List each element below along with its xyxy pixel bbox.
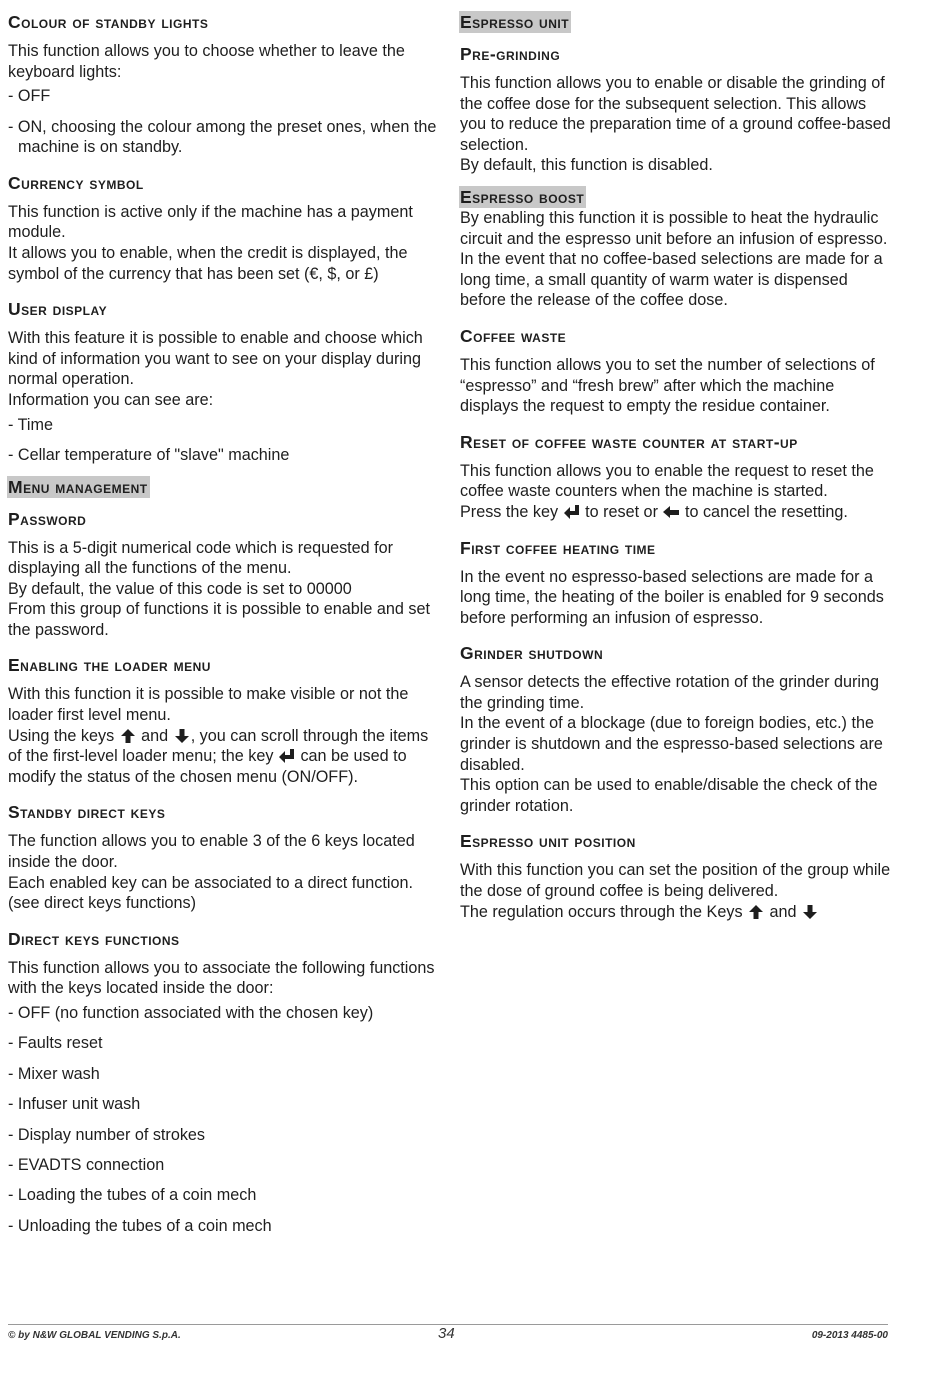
text-span: and bbox=[141, 726, 169, 745]
enter-key-icon bbox=[278, 748, 296, 764]
back-arrow-icon bbox=[662, 504, 680, 520]
list-item: - Infuser unit wash bbox=[8, 1095, 141, 1114]
page-number: 34 bbox=[438, 1325, 455, 1342]
list-item: - Mixer wash bbox=[8, 1064, 100, 1083]
heading-grinder-shutdown: Grinder shutdown bbox=[460, 643, 604, 664]
heading-loader-menu: Enabling the loader menu bbox=[8, 655, 211, 676]
arrow-up-icon bbox=[747, 904, 765, 920]
paragraph: It allows you to enable, when the credit is displayed, the symbol of the currency that has been set (€, $, or £) bbox=[8, 243, 408, 283]
heading-espresso-unit bbox=[460, 11, 892, 33]
heading-coffee-waste: Coffee waste bbox=[460, 325, 567, 346]
paragraph-with-keys bbox=[460, 902, 892, 923]
heading-menu-management bbox=[8, 476, 444, 498]
paragraph: By default, this function is disabled. bbox=[460, 156, 713, 175]
list-item: - Time bbox=[8, 415, 53, 434]
list-item: - Cellar temperature of "slave" machine bbox=[8, 445, 290, 464]
paragraph: Each enabled key can be associated to a direct function. (see direct keys functions) bbox=[8, 873, 413, 913]
paragraph: The function allows you to enable 3 of the 6 keys located inside the door. bbox=[8, 832, 415, 872]
heading-standby-lights: Colour of standby lights bbox=[8, 12, 209, 32]
paragraph: This function allows you to enable or disable the grinding of the coffee dose for the subsequent selection. This allows you to reduce the preparation time of a ground coffee-based selection. bbox=[460, 74, 891, 154]
list-item: - Faults reset bbox=[8, 1034, 103, 1053]
paragraph: From this group of functions it is possible to enable and set the password. bbox=[8, 600, 431, 639]
list-item: - Unloading the tubes of a coin mech bbox=[8, 1216, 272, 1235]
heading-user-display: User display bbox=[8, 299, 108, 320]
text-span: can be used to modify the status of the chosen menu (ON/OFF). bbox=[8, 747, 407, 786]
paragraph: By default, the value of this code is set to 00000 bbox=[8, 579, 352, 598]
paragraph-with-keys bbox=[460, 502, 892, 523]
arrow-up-icon bbox=[119, 728, 137, 744]
heading-first-coffee-heating: First coffee heating time bbox=[460, 537, 656, 558]
footer-doc-code: 09-2013 4485-00 bbox=[811, 1330, 888, 1341]
heading-reset-waste-counter: Reset of coffee waste counter at start-up bbox=[460, 431, 798, 452]
footer-copyright: © by N&W GLOBAL VENDING S.p.A. bbox=[8, 1330, 181, 1341]
paragraph: In the event that no coffee-based selections are made for a long time, a small quantity of warm water is dispensed before the release of the coffee dose. bbox=[460, 250, 883, 310]
heading-pre-grinding: Pre-grinding bbox=[460, 44, 561, 64]
heading-espresso-boost bbox=[460, 186, 892, 208]
paragraph: With this feature it is possible to enable and choose which kind of information you want to see on your display during normal operation. bbox=[8, 329, 423, 389]
paragraph: This function allows you to choose whether to leave the keyboard lights: bbox=[8, 42, 405, 81]
section-highlight: Espresso boost bbox=[460, 186, 585, 207]
paragraph: In the event of a blockage (due to foreign bodies, etc.) the grinder is shutdown and the espresso-based selections are disabled. bbox=[460, 714, 883, 774]
list-item: - EVADTS connection bbox=[8, 1155, 165, 1174]
list-item: - ON, choosing the colour among the preset ones, when the machine is on standby. bbox=[8, 117, 437, 157]
text-span: , you can scroll through the items of the first-level loader menu; the key bbox=[8, 726, 429, 766]
paragraph: This function allows you to associate the following functions with the keys located inside the door: bbox=[8, 958, 435, 998]
list-item: - Loading the tubes of a coin mech bbox=[8, 1186, 257, 1205]
text-span: Press the key bbox=[460, 502, 559, 521]
paragraph: Information you can see are: bbox=[8, 390, 214, 409]
paragraph: By enabling this function it is possible to heat the hydraulic circuit and the espresso unit before an infusion of espresso. bbox=[460, 208, 888, 248]
heading-standby-direct-keys: Standby direct keys bbox=[8, 802, 166, 823]
text-span: to cancel the resetting. bbox=[684, 502, 848, 521]
section-highlight: Menu management bbox=[8, 476, 148, 497]
left-column bbox=[8, 11, 444, 1236]
text-span: and bbox=[769, 902, 797, 921]
paragraph: This function allows you to set the number of selections of “espresso” and “fresh brew” after which the machine displays the request to empty the residue container. bbox=[460, 355, 875, 416]
list-item: - OFF (no function associated with the chosen key) bbox=[8, 1004, 374, 1022]
heading-espresso-unit-position: Espresso unit position bbox=[460, 831, 636, 852]
arrow-down-icon bbox=[801, 904, 819, 920]
text-span: to reset or bbox=[585, 502, 658, 521]
paragraph: This option can be used to enable/disable the check of the grinder rotation. bbox=[460, 776, 878, 815]
paragraph: With this function you can set the position of the group while the dose of ground coffee is being delivered. bbox=[460, 861, 891, 901]
right-column bbox=[460, 11, 892, 922]
text-span: Using the keys bbox=[8, 726, 115, 745]
enter-key-icon bbox=[563, 504, 581, 520]
paragraph-with-keys bbox=[8, 726, 444, 788]
heading-password: Password bbox=[8, 508, 87, 529]
paragraph: This function allows you to enable the request to reset the coffee waste counters when the machine is started. bbox=[460, 461, 874, 501]
list-item: - OFF bbox=[8, 87, 51, 106]
paragraph: With this function it is possible to make visible or not the loader first level menu. bbox=[8, 685, 409, 725]
paragraph: In the event no espresso-based selections are made for a long time, the heating of the boiler is enabled for 9 seconds before performing an infusion of espresso. bbox=[460, 567, 884, 627]
heading-currency-symbol: Currency symbol bbox=[8, 172, 144, 193]
text-span: The regulation occurs through the Keys bbox=[460, 902, 743, 921]
arrow-down-icon bbox=[173, 728, 191, 744]
paragraph: This function is active only if the machine has a payment module. bbox=[8, 202, 413, 242]
paragraph: This is a 5-digit numerical code which is requested for displaying all the functions of the menu. bbox=[8, 538, 394, 578]
section-highlight: Espresso unit bbox=[460, 12, 570, 32]
list-item: - Display number of strokes bbox=[8, 1125, 206, 1144]
paragraph: A sensor detects the effective rotation of the grinder during the grinding time. bbox=[460, 673, 880, 712]
heading-direct-keys-functions: Direct keys functions bbox=[8, 928, 180, 949]
